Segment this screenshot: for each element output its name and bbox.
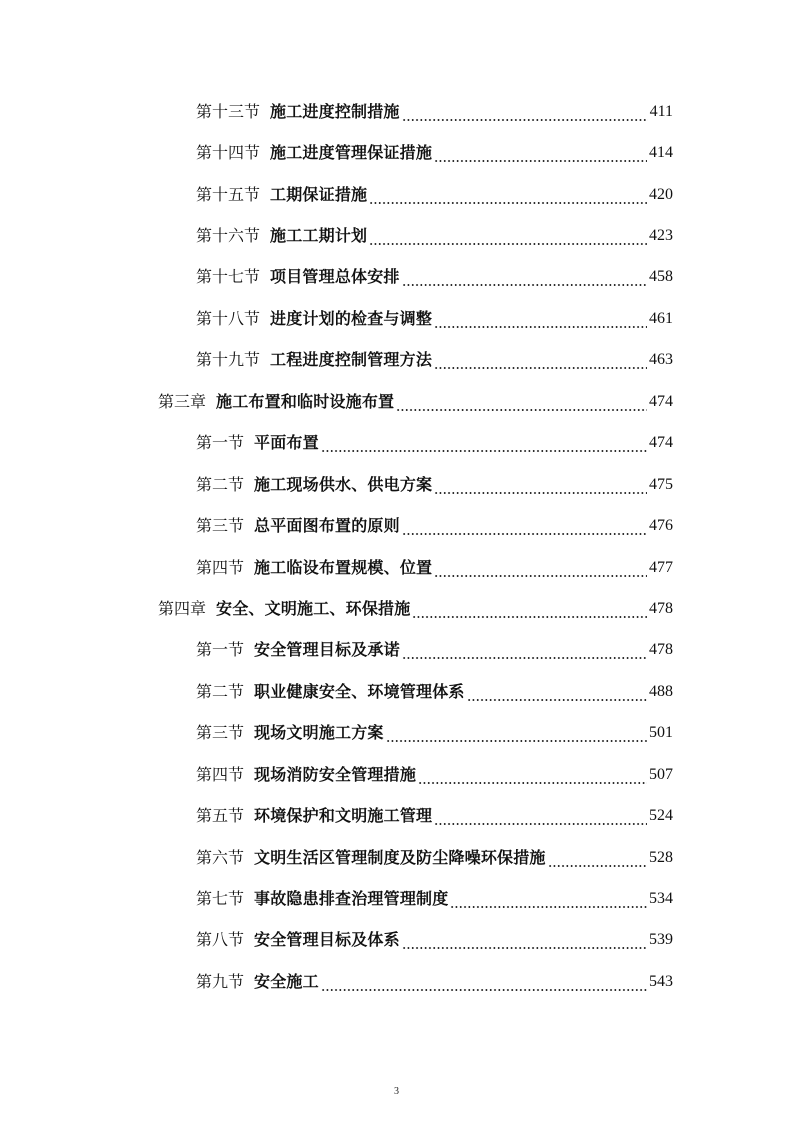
toc-entry[interactable] <box>196 547 673 588</box>
dot-leader <box>369 191 647 205</box>
toc-entry-number: 第十三节 <box>196 101 261 121</box>
toc-entry-number: 第八节 <box>196 930 245 950</box>
toc-entry-number: 第十七节 <box>196 267 261 287</box>
toc-entry-page: 463 <box>649 351 673 369</box>
page-number: 3 <box>394 1086 399 1097</box>
toc-entry-title: 工程进度控制管理方法 <box>270 350 433 370</box>
toc-entry[interactable] <box>196 423 673 464</box>
toc-entry-title: 施工进度控制措施 <box>270 101 400 121</box>
toc-entry-number: 第二节 <box>196 681 245 701</box>
toc-entry-number: 第一节 <box>196 433 245 453</box>
toc-entry-number: 第四节 <box>196 764 245 784</box>
toc-entry-page: 534 <box>649 890 673 908</box>
dot-leader <box>321 978 647 992</box>
toc-entry[interactable] <box>196 298 673 339</box>
toc-entry-title: 安全管理目标及体系 <box>254 930 400 950</box>
toc-entry-title: 施工现场供水、供电方案 <box>254 474 433 494</box>
toc-entry-page: 507 <box>649 765 673 783</box>
toc-entry-number: 第九节 <box>196 971 245 991</box>
toc-entry[interactable] <box>196 961 673 1002</box>
toc-entry-number: 第一节 <box>196 640 245 660</box>
toc-entry-page: 478 <box>649 599 673 617</box>
toc-entry-title: 项目管理总体安排 <box>270 267 400 287</box>
toc-entry-page: 476 <box>649 517 673 535</box>
toc-entry-title: 进度计划的检查与调整 <box>270 308 433 328</box>
dot-leader <box>434 812 647 826</box>
toc-entry-title: 安全施工 <box>254 971 319 991</box>
toc-entry-number: 第十六节 <box>196 226 261 246</box>
toc-entry-number: 第五节 <box>196 806 245 826</box>
toc-entry-title: 施工临设布置规模、位置 <box>254 557 433 577</box>
dot-leader <box>402 522 647 536</box>
toc-entry-title: 工期保证措施 <box>270 184 368 204</box>
toc-entry[interactable] <box>196 671 673 712</box>
toc-entry[interactable] <box>196 920 673 961</box>
dot-leader <box>434 564 647 578</box>
toc-entry[interactable] <box>196 878 673 919</box>
toc-entry-title: 安全管理目标及承诺 <box>254 640 400 660</box>
toc-entry-title: 施工布置和临时设施布置 <box>216 391 395 411</box>
dot-leader <box>412 605 647 619</box>
toc-entry-title: 现场消防安全管理措施 <box>254 764 417 784</box>
toc-entry[interactable] <box>196 754 673 795</box>
toc-entry-page: 501 <box>649 724 673 742</box>
dot-leader <box>402 273 647 287</box>
toc-entry-page: 477 <box>649 558 673 576</box>
table-of-contents <box>0 91 793 1003</box>
toc-entry[interactable] <box>196 215 673 256</box>
toc-entry-page: 539 <box>649 931 673 949</box>
toc-entry[interactable] <box>196 795 673 836</box>
toc-entry-number: 第三节 <box>196 516 245 536</box>
toc-entry-page: 528 <box>649 848 673 866</box>
dot-leader <box>396 398 647 412</box>
toc-entry-title: 事故隐患排查治理管理制度 <box>254 889 449 909</box>
toc-entry-title: 环境保护和文明施工管理 <box>254 806 433 826</box>
dot-leader <box>402 936 647 950</box>
toc-entry-page: 458 <box>649 268 673 286</box>
dot-leader <box>434 356 647 370</box>
toc-entry[interactable] <box>196 713 673 754</box>
toc-entry-title: 安全、文明施工、环保措施 <box>216 598 411 618</box>
toc-entry-title: 施工进度管理保证措施 <box>270 143 433 163</box>
toc-entry-number: 第十五节 <box>196 184 261 204</box>
dot-leader <box>434 315 647 329</box>
dot-leader <box>434 481 647 495</box>
toc-entry-number: 第四章 <box>158 598 207 618</box>
toc-entry-page: 543 <box>649 972 673 990</box>
toc-entry-number: 第十八节 <box>196 308 261 328</box>
toc-entry-number: 第十九节 <box>196 350 261 370</box>
toc-entry-title: 平面布置 <box>254 433 319 453</box>
toc-entry-title: 施工工期计划 <box>270 226 368 246</box>
dot-leader <box>418 771 647 785</box>
toc-chapter-entry[interactable] <box>158 381 673 422</box>
dot-leader <box>386 729 647 743</box>
toc-entry-page: 461 <box>649 309 673 327</box>
toc-entry-page: 488 <box>649 682 673 700</box>
toc-entry-page: 474 <box>649 392 673 410</box>
toc-entry-number: 第六节 <box>196 847 245 867</box>
dot-leader <box>434 149 647 163</box>
toc-entry-page: 478 <box>649 641 673 659</box>
dot-leader <box>467 688 647 702</box>
toc-entry[interactable] <box>196 91 673 132</box>
dot-leader <box>321 439 647 453</box>
toc-entry-page: 423 <box>649 227 673 245</box>
dot-leader <box>450 895 647 909</box>
toc-entry-number: 第四节 <box>196 557 245 577</box>
toc-entry-number: 第十四节 <box>196 143 261 163</box>
toc-entry-page: 474 <box>649 434 673 452</box>
toc-entry-page: 411 <box>649 102 673 120</box>
toc-entry-title: 总平面图布置的原则 <box>254 516 400 536</box>
toc-entry-page: 524 <box>649 807 673 825</box>
toc-chapter-entry[interactable] <box>158 588 673 629</box>
dot-leader <box>548 854 647 868</box>
toc-entry-number: 第三节 <box>196 723 245 743</box>
dot-leader <box>402 108 648 122</box>
toc-entry[interactable] <box>196 505 673 546</box>
toc-entry-number: 第二节 <box>196 474 245 494</box>
toc-entry[interactable] <box>196 340 673 381</box>
toc-entry-number: 第七节 <box>196 889 245 909</box>
toc-entry-title: 文明生活区管理制度及防尘降噪环保措施 <box>254 847 546 867</box>
toc-entry-number: 第三章 <box>158 391 207 411</box>
toc-entry[interactable] <box>196 132 673 173</box>
toc-entry[interactable] <box>196 837 673 878</box>
toc-entry-page: 414 <box>649 144 673 162</box>
toc-entry-page: 475 <box>649 475 673 493</box>
dot-leader <box>402 646 647 660</box>
toc-entry-title: 现场文明施工方案 <box>254 723 384 743</box>
dot-leader <box>369 232 647 246</box>
toc-entry[interactable] <box>196 464 673 505</box>
toc-entry[interactable] <box>196 174 673 215</box>
toc-entry[interactable] <box>196 257 673 298</box>
toc-entry-title: 职业健康安全、环境管理体系 <box>254 681 465 701</box>
toc-entry[interactable] <box>196 630 673 671</box>
toc-entry-page: 420 <box>649 185 673 203</box>
